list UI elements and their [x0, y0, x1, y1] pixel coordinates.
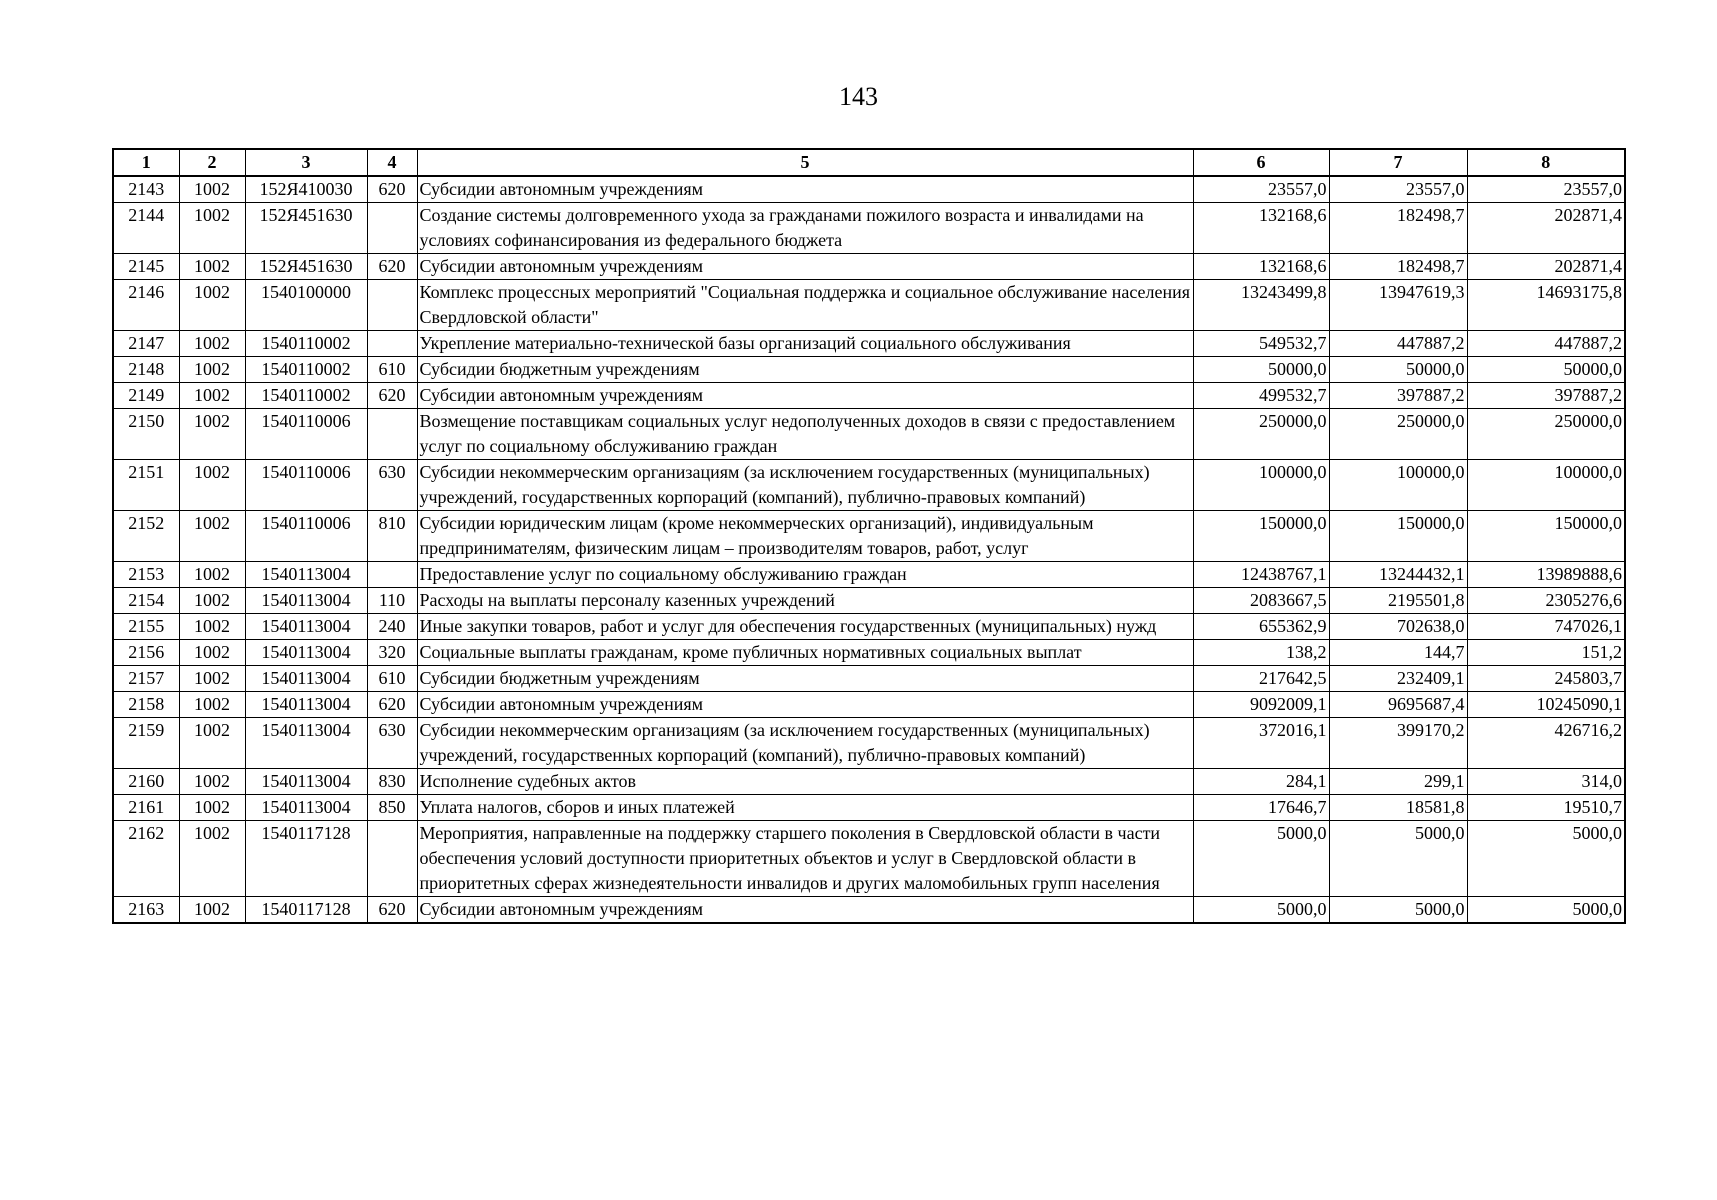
target-article-code: 1540113004	[245, 588, 367, 614]
table-row	[113, 795, 1625, 821]
amount-col-7: 13244432,1	[1329, 562, 1467, 588]
item-name: Субсидии автономным учреждениям	[417, 254, 1193, 280]
row-number: 2144	[113, 203, 179, 254]
target-article-code: 1540113004	[245, 666, 367, 692]
header-col-8: 8	[1467, 149, 1625, 176]
amount-col-6: 138,2	[1193, 640, 1329, 666]
amount-col-6: 217642,5	[1193, 666, 1329, 692]
target-article-code: 1540110006	[245, 511, 367, 562]
row-number: 2153	[113, 562, 179, 588]
section-code: 1002	[179, 821, 245, 897]
row-number: 2150	[113, 409, 179, 460]
amount-col-6: 5000,0	[1193, 897, 1329, 924]
table-row	[113, 821, 1625, 897]
amount-col-6: 5000,0	[1193, 821, 1329, 897]
table-row	[113, 460, 1625, 511]
section-code: 1002	[179, 280, 245, 331]
table-row	[113, 383, 1625, 409]
table-row	[113, 357, 1625, 383]
target-article-code: 152Я451630	[245, 254, 367, 280]
row-number: 2146	[113, 280, 179, 331]
amount-col-7: 5000,0	[1329, 897, 1467, 924]
amount-col-8: 250000,0	[1467, 409, 1625, 460]
row-number: 2159	[113, 718, 179, 769]
item-name: Субсидии автономным учреждениям	[417, 176, 1193, 203]
amount-col-7: 182498,7	[1329, 203, 1467, 254]
amount-col-7: 232409,1	[1329, 666, 1467, 692]
amount-col-7: 702638,0	[1329, 614, 1467, 640]
target-article-code: 1540113004	[245, 614, 367, 640]
table-row	[113, 666, 1625, 692]
target-article-code: 1540110002	[245, 331, 367, 357]
section-code: 1002	[179, 460, 245, 511]
row-number: 2160	[113, 769, 179, 795]
target-article-code: 1540110006	[245, 409, 367, 460]
amount-col-6: 12438767,1	[1193, 562, 1329, 588]
amount-col-7: 23557,0	[1329, 176, 1467, 203]
row-number: 2162	[113, 821, 179, 897]
item-name: Субсидии автономным учреждениям	[417, 383, 1193, 409]
expense-type-code: 830	[367, 769, 417, 795]
row-number: 2161	[113, 795, 179, 821]
target-article-code: 1540113004	[245, 562, 367, 588]
header-col-5: 5	[417, 149, 1193, 176]
row-number: 2155	[113, 614, 179, 640]
amount-col-7: 50000,0	[1329, 357, 1467, 383]
amount-col-7: 447887,2	[1329, 331, 1467, 357]
amount-col-6: 549532,7	[1193, 331, 1329, 357]
expense-type-code: 620	[367, 176, 417, 203]
target-article-code: 1540117128	[245, 897, 367, 924]
amount-col-8: 397887,2	[1467, 383, 1625, 409]
table-row	[113, 718, 1625, 769]
section-code: 1002	[179, 897, 245, 924]
expense-type-code	[367, 203, 417, 254]
amount-col-6: 100000,0	[1193, 460, 1329, 511]
amount-col-7: 100000,0	[1329, 460, 1467, 511]
expense-type-code: 610	[367, 357, 417, 383]
amount-col-7: 250000,0	[1329, 409, 1467, 460]
amount-col-8: 747026,1	[1467, 614, 1625, 640]
expense-type-code	[367, 562, 417, 588]
row-number: 2154	[113, 588, 179, 614]
target-article-code: 1540117128	[245, 821, 367, 897]
table-row	[113, 588, 1625, 614]
amount-col-8: 14693175,8	[1467, 280, 1625, 331]
page-number: 143	[839, 82, 878, 111]
table-row	[113, 511, 1625, 562]
item-name: Субсидии некоммерческим организациям (за исключением государственных (муниципальных) учреждений, государственных корпораций (компаний), публично-правовых компаний)	[417, 460, 1193, 511]
section-code: 1002	[179, 795, 245, 821]
item-name: Предоставление услуг по социальному обслуживанию граждан	[417, 562, 1193, 588]
amount-col-7: 144,7	[1329, 640, 1467, 666]
expense-type-code: 610	[367, 666, 417, 692]
amount-col-8: 100000,0	[1467, 460, 1625, 511]
table-row	[113, 280, 1625, 331]
target-article-code: 1540113004	[245, 718, 367, 769]
expense-type-code: 620	[367, 254, 417, 280]
amount-col-6: 9092009,1	[1193, 692, 1329, 718]
table-body	[113, 176, 1625, 923]
amount-col-6: 284,1	[1193, 769, 1329, 795]
expense-type-code	[367, 331, 417, 357]
expense-type-code: 240	[367, 614, 417, 640]
expense-type-code: 630	[367, 460, 417, 511]
section-code: 1002	[179, 383, 245, 409]
table-row	[113, 614, 1625, 640]
table-row	[113, 409, 1625, 460]
table-row	[113, 692, 1625, 718]
header-col-1: 1	[113, 149, 179, 176]
section-code: 1002	[179, 692, 245, 718]
amount-col-7: 18581,8	[1329, 795, 1467, 821]
expense-type-code: 620	[367, 897, 417, 924]
section-code: 1002	[179, 331, 245, 357]
expense-type-code: 850	[367, 795, 417, 821]
row-number: 2156	[113, 640, 179, 666]
amount-col-8: 5000,0	[1467, 821, 1625, 897]
amount-col-7: 299,1	[1329, 769, 1467, 795]
header-col-2: 2	[179, 149, 245, 176]
header-row	[113, 149, 1625, 176]
amount-col-6: 2083667,5	[1193, 588, 1329, 614]
expense-type-code: 110	[367, 588, 417, 614]
amount-col-6: 150000,0	[1193, 511, 1329, 562]
item-name: Исполнение судебных актов	[417, 769, 1193, 795]
item-name: Субсидии автономным учреждениям	[417, 897, 1193, 924]
table-row	[113, 769, 1625, 795]
item-name: Социальные выплаты гражданам, кроме публичных нормативных социальных выплат	[417, 640, 1193, 666]
amount-col-6: 655362,9	[1193, 614, 1329, 640]
item-name: Субсидии бюджетным учреждениям	[417, 357, 1193, 383]
amount-col-6: 17646,7	[1193, 795, 1329, 821]
header-col-6: 6	[1193, 149, 1329, 176]
amount-col-7: 9695687,4	[1329, 692, 1467, 718]
amount-col-8: 19510,7	[1467, 795, 1625, 821]
expense-type-code	[367, 280, 417, 331]
amount-col-6: 499532,7	[1193, 383, 1329, 409]
amount-col-8: 23557,0	[1467, 176, 1625, 203]
amount-col-6: 372016,1	[1193, 718, 1329, 769]
amount-col-8: 50000,0	[1467, 357, 1625, 383]
item-name: Мероприятия, направленные на поддержку старшего поколения в Свердловской области в части обеспечения условий доступности приоритетных объектов и услуг в Свердловской области в приоритетных сферах жизнедеятельности инвалидов и других маломобильных групп населения	[417, 821, 1193, 897]
target-article-code: 1540110002	[245, 383, 367, 409]
amount-col-8: 13989888,6	[1467, 562, 1625, 588]
expense-type-code	[367, 821, 417, 897]
amount-col-8: 447887,2	[1467, 331, 1625, 357]
expense-type-code: 620	[367, 383, 417, 409]
target-article-code: 1540113004	[245, 640, 367, 666]
amount-col-7: 13947619,3	[1329, 280, 1467, 331]
header-col-4: 4	[367, 149, 417, 176]
target-article-code: 1540113004	[245, 692, 367, 718]
amount-col-6: 23557,0	[1193, 176, 1329, 203]
expense-type-code: 320	[367, 640, 417, 666]
section-code: 1002	[179, 718, 245, 769]
item-name: Субсидии некоммерческим организациям (за исключением государственных (муниципальных) учреждений, государственных корпораций (компаний), публично-правовых компаний)	[417, 718, 1193, 769]
item-name: Укрепление материально-технической базы организаций социального обслуживания	[417, 331, 1193, 357]
amount-col-7: 399170,2	[1329, 718, 1467, 769]
expense-type-code: 630	[367, 718, 417, 769]
table-row	[113, 203, 1625, 254]
table-row	[113, 562, 1625, 588]
table-row	[113, 640, 1625, 666]
amount-col-8: 151,2	[1467, 640, 1625, 666]
target-article-code: 152Я451630	[245, 203, 367, 254]
row-number: 2148	[113, 357, 179, 383]
budget-table	[112, 148, 1626, 924]
expense-type-code: 620	[367, 692, 417, 718]
amount-col-8: 426716,2	[1467, 718, 1625, 769]
amount-col-8: 2305276,6	[1467, 588, 1625, 614]
item-name: Субсидии юридическим лицам (кроме некоммерческих организаций), индивидуальным предпринимателям, физическим лицам – производителям товаров, работ, услуг	[417, 511, 1193, 562]
row-number: 2163	[113, 897, 179, 924]
row-number: 2158	[113, 692, 179, 718]
amount-col-6: 132168,6	[1193, 254, 1329, 280]
amount-col-8: 202871,4	[1467, 254, 1625, 280]
amount-col-7: 397887,2	[1329, 383, 1467, 409]
section-code: 1002	[179, 511, 245, 562]
amount-col-8: 10245090,1	[1467, 692, 1625, 718]
target-article-code: 1540113004	[245, 769, 367, 795]
row-number: 2143	[113, 176, 179, 203]
item-name: Комплекс процессных мероприятий "Социальная поддержка и социальное обслуживание населения Свердловской области"	[417, 280, 1193, 331]
item-name: Иные закупки товаров, работ и услуг для обеспечения государственных (муниципальных) нужд	[417, 614, 1193, 640]
amount-col-6: 250000,0	[1193, 409, 1329, 460]
section-code: 1002	[179, 614, 245, 640]
target-article-code: 1540110002	[245, 357, 367, 383]
section-code: 1002	[179, 176, 245, 203]
amount-col-8: 314,0	[1467, 769, 1625, 795]
amount-col-7: 150000,0	[1329, 511, 1467, 562]
target-article-code: 1540113004	[245, 795, 367, 821]
target-article-code: 1540100000	[245, 280, 367, 331]
item-name: Субсидии бюджетным учреждениям	[417, 666, 1193, 692]
amount-col-8: 150000,0	[1467, 511, 1625, 562]
amount-col-6: 132168,6	[1193, 203, 1329, 254]
table-row	[113, 331, 1625, 357]
row-number: 2151	[113, 460, 179, 511]
section-code: 1002	[179, 666, 245, 692]
table-row	[113, 176, 1625, 203]
row-number: 2145	[113, 254, 179, 280]
target-article-code: 152Я410030	[245, 176, 367, 203]
header-col-3: 3	[245, 149, 367, 176]
amount-col-6: 50000,0	[1193, 357, 1329, 383]
item-name: Уплата налогов, сборов и иных платежей	[417, 795, 1193, 821]
section-code: 1002	[179, 588, 245, 614]
amount-col-8: 245803,7	[1467, 666, 1625, 692]
amount-col-8: 202871,4	[1467, 203, 1625, 254]
target-article-code: 1540110006	[245, 460, 367, 511]
section-code: 1002	[179, 409, 245, 460]
row-number: 2157	[113, 666, 179, 692]
row-number: 2149	[113, 383, 179, 409]
row-number: 2152	[113, 511, 179, 562]
item-name: Расходы на выплаты персоналу казенных учреждений	[417, 588, 1193, 614]
header-col-7: 7	[1329, 149, 1467, 176]
expense-type-code: 810	[367, 511, 417, 562]
amount-col-6: 13243499,8	[1193, 280, 1329, 331]
amount-col-8: 5000,0	[1467, 897, 1625, 924]
item-name: Субсидии автономным учреждениям	[417, 692, 1193, 718]
section-code: 1002	[179, 357, 245, 383]
amount-col-7: 5000,0	[1329, 821, 1467, 897]
table-row	[113, 254, 1625, 280]
amount-col-7: 2195501,8	[1329, 588, 1467, 614]
section-code: 1002	[179, 640, 245, 666]
section-code: 1002	[179, 254, 245, 280]
section-code: 1002	[179, 562, 245, 588]
item-name: Создание системы долговременного ухода за гражданами пожилого возраста и инвалидами на условиях софинансирования из федерального бюджета	[417, 203, 1193, 254]
section-code: 1002	[179, 769, 245, 795]
item-name: Возмещение поставщикам социальных услуг недополученных доходов в связи с предоставлением услуг по социальному обслуживанию граждан	[417, 409, 1193, 460]
expense-type-code	[367, 409, 417, 460]
amount-col-7: 182498,7	[1329, 254, 1467, 280]
row-number: 2147	[113, 331, 179, 357]
table-row	[113, 897, 1625, 924]
section-code: 1002	[179, 203, 245, 254]
